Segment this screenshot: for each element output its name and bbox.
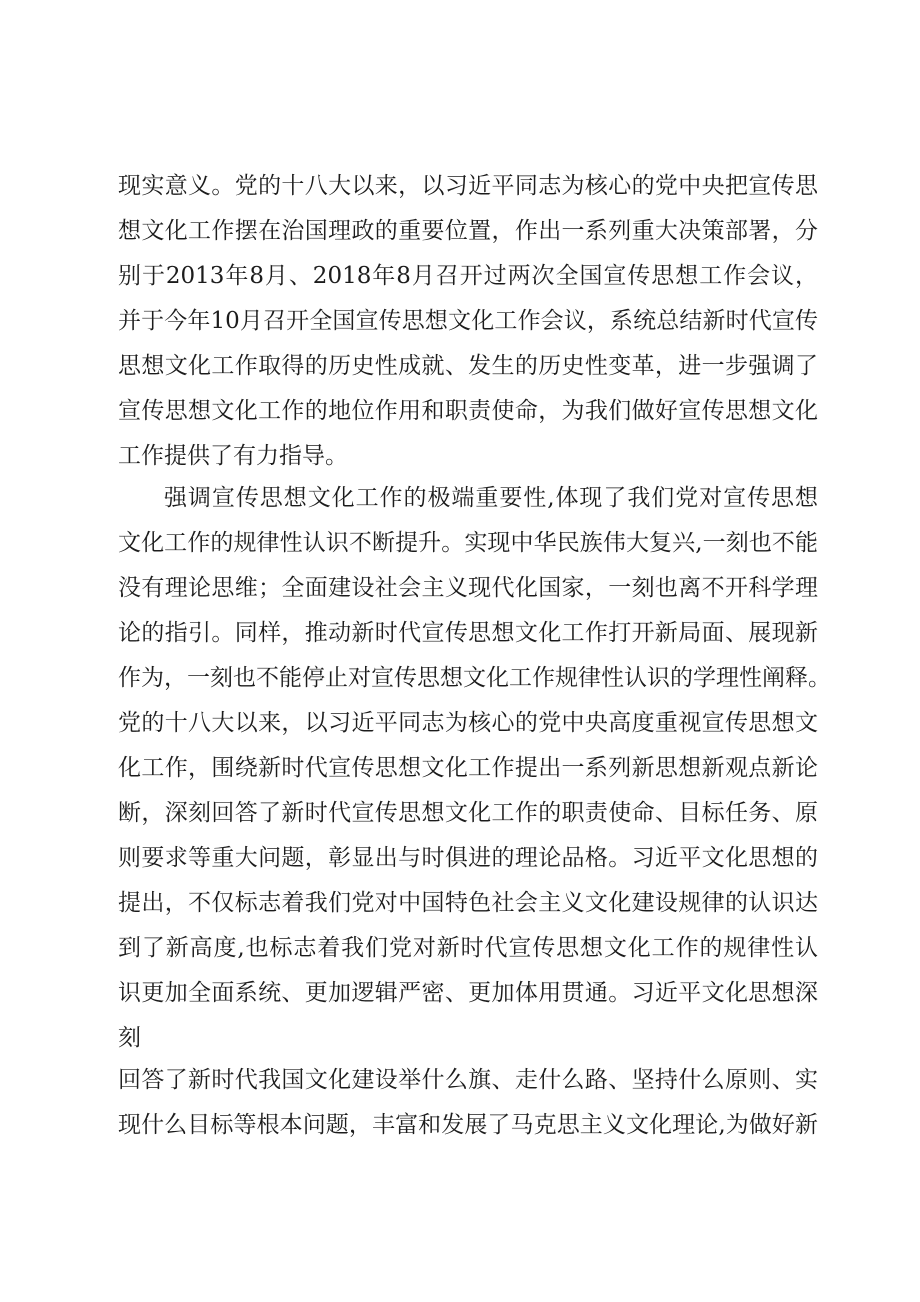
paragraph-1-line-7: 工作提供了有力指导。: [118, 443, 348, 469]
paragraph-2-line-4: 论的指引。同样，推动新时代宣传思想文化工作打开新局面、展现新: [118, 620, 818, 646]
paragraph-2-line-10: 提出，不仅标志着我们党对中国特色社会主义文化建设规律的认识达: [118, 890, 818, 916]
paragraph-2-line-7: 化工作，围绕新时代宣传思想文化工作提出一系列新思想新观点新论: [118, 755, 818, 781]
paragraph-2-line-12: 识更加全面系统、更加逻辑严密、更加体用贯通。习近平文化思想深: [118, 980, 818, 1006]
paragraph-2-line-2: 文化工作的规律性认识不断提升。实现中华民族伟大复兴,一刻也不能: [118, 530, 818, 556]
paragraph-2-line-13: 刻: [118, 1025, 141, 1051]
paragraph-3-line-1: 回答了新时代我国文化建设举什么旗、走什么路、坚持什么原则、实: [118, 1067, 818, 1093]
paragraph-2-line-6: 党的十八大以来，以习近平同志为核心的党中央高度重视宣传思想文: [118, 710, 818, 736]
paragraph-1-line-1: 现实意义。党的十八大以来，以习近平同志为核心的党中央把宣传思: [118, 173, 818, 199]
paragraph-2-line-1: 强调宣传思想文化工作的极端重要性,体现了我们党对宣传思想: [164, 485, 818, 511]
paragraph-2-line-8: 断，深刻回答了新时代宣传思想文化工作的职责使命、目标任务、原: [118, 800, 818, 826]
paragraph-2-line-5: 作为，一刻也不能停止对宣传思想文化工作规律性认识的学理性阐释。: [118, 665, 831, 691]
paragraph-2-line-9: 则要求等重大问题，彰显出与时俱进的理论品格。习近平文化思想的: [118, 845, 818, 871]
paragraph-1-line-3: 别于2013年8月、2018年8月召开过两次全国宣传思想工作会议，: [118, 263, 818, 289]
paragraph-1-line-4: 并于今年10月召开全国宣传思想文化工作会议，系统总结新时代宣传: [118, 308, 818, 334]
paragraph-2-line-3: 没有理论思维；全面建设社会主义现代化国家，一刻也离不开科学理: [118, 575, 818, 601]
paragraph-1-line-6: 宣传思想文化工作的地位作用和职责使命，为我们做好宣传思想文化: [118, 398, 818, 424]
paragraph-1-line-5: 思想文化工作取得的历史性成就、发生的历史性变革，进一步强调了: [118, 353, 818, 379]
paragraph-3-line-2: 现什么目标等根本问题，丰富和发展了马克思主义文化理论,为做好新: [118, 1112, 818, 1138]
paragraph-1-line-2: 想文化工作摆在治国理政的重要位置，作出一系列重大决策部署，分: [118, 218, 818, 244]
paragraph-2-line-11: 到了新高度,也标志着我们党对新时代宣传思想文化工作的规律性认: [118, 935, 818, 961]
